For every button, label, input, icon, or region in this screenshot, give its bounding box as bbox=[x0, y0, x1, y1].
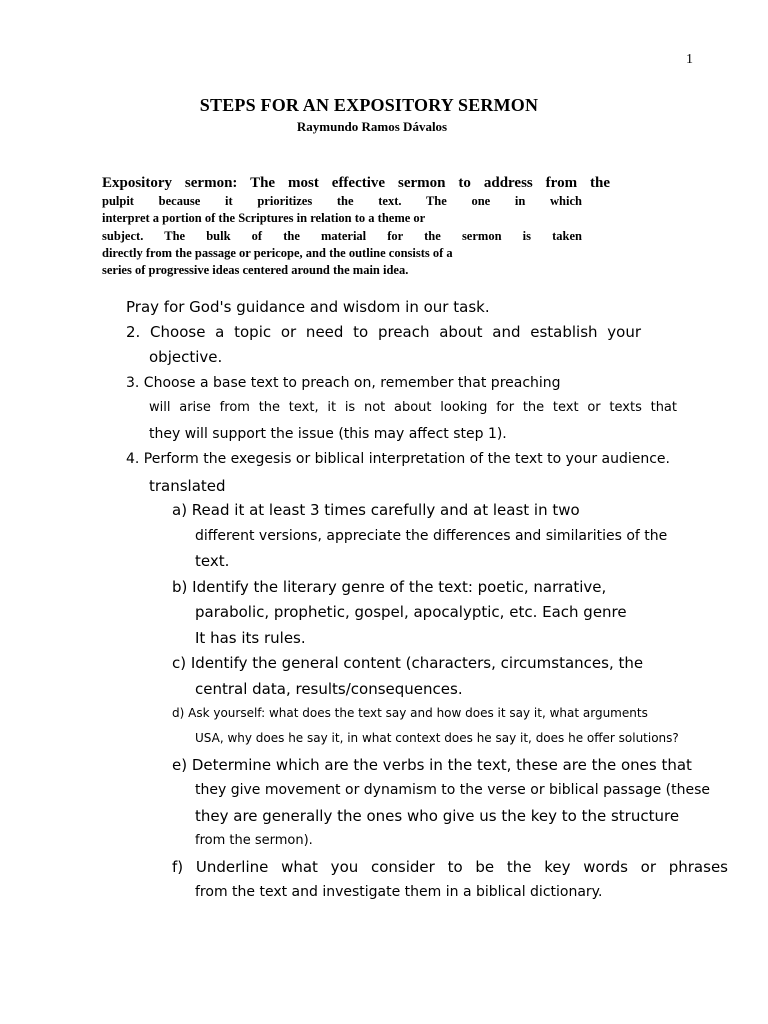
substep-d-text-cont: USA, why does he say it, in what context does he say it, does he offer solutions? bbox=[195, 731, 679, 745]
author-name: Raymundo Ramos Dávalos bbox=[296, 119, 448, 134]
intro-line: series of progressive ideas centered around the main idea. bbox=[102, 263, 409, 278]
substep-e-text: e) Determine which are the verbs in the text, these are the ones that bbox=[172, 756, 692, 774]
page-number: 1 bbox=[686, 52, 693, 67]
substep-f-text-cont: from the text and investigate them in a biblical dictionary. bbox=[195, 884, 603, 900]
substep-e-text-cont: from the sermon). bbox=[195, 833, 313, 848]
substep-f-text: f) Underline what you consider to be the key words or phrases bbox=[172, 858, 728, 876]
intro-line: interpret a portion of the Scriptures in relation to a theme or bbox=[102, 211, 426, 226]
substep-b-text: b) Identify the literary genre of the text: poetic, narrative, bbox=[172, 578, 607, 596]
step-2-text: 2. Choose a topic or need to preach about and establish your bbox=[126, 323, 641, 341]
substep-a-text-cont: different versions, appreciate the differences and similarities of the bbox=[195, 528, 668, 544]
step-3-text-cont: they will support the issue (this may affect step 1). bbox=[149, 426, 507, 442]
step-4-text-cont: translated bbox=[149, 477, 226, 495]
step-2-text-cont: objective. bbox=[149, 348, 223, 366]
substep-a-text: a) Read it at least 3 times carefully and at least in two bbox=[172, 501, 580, 519]
substep-c-text-cont: central data, results/consequences. bbox=[195, 680, 463, 698]
substep-e-text-cont: they are generally the ones who give us the key to the structure bbox=[195, 807, 680, 825]
intro-line: subject. The bulk of the material for the sermon is taken bbox=[102, 228, 582, 243]
step-3-text-cont: will arise from the text, it is not about looking for the text or texts that bbox=[149, 400, 677, 415]
document-title: STEPS FOR AN EXPOSITORY SERMON bbox=[199, 95, 539, 115]
substep-b-text-cont: It has its rules. bbox=[195, 629, 306, 647]
intro-lead-line: Expository sermon: The most effective sermon to address from the bbox=[102, 175, 610, 191]
substep-e-text-cont: they give movement or dynamism to the verse or biblical passage (these bbox=[195, 782, 711, 798]
substep-d-text: d) Ask yourself: what does the text say and how does it say it, what arguments bbox=[172, 706, 648, 720]
step-3-text: 3. Choose a base text to preach on, remember that preaching bbox=[126, 375, 561, 391]
substep-b-text-cont: parabolic, prophetic, gospel, apocalyptic, etc. Each genre bbox=[195, 603, 627, 621]
substep-c-text: c) Identify the general content (characters, circumstances, the bbox=[172, 654, 644, 672]
intro-paragraph bbox=[102, 193, 582, 279]
intro-line: directly from the passage or pericope, and the outline consists of a bbox=[102, 245, 453, 260]
step-4-text: 4. Perform the exegesis or biblical interpretation of the text to your audience. bbox=[126, 451, 670, 467]
substep-a-text-cont: text. bbox=[195, 552, 230, 570]
step-1-text: Pray for God's guidance and wisdom in our task. bbox=[126, 298, 490, 316]
intro-line: pulpit because it prioritizes the text. The one in which bbox=[102, 194, 582, 208]
